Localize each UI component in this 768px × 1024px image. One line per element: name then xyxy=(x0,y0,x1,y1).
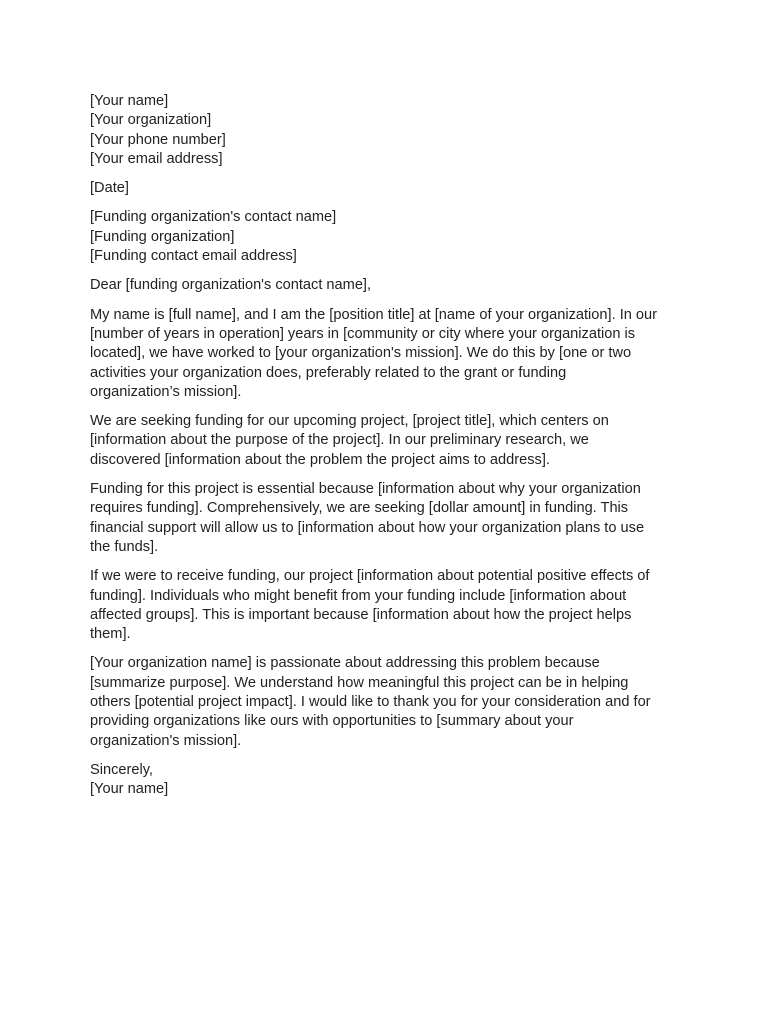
body-paragraph-1 xyxy=(90,306,678,402)
paragraph-line: [summarize purpose]. We understand how meaningful this project can be in helping xyxy=(90,674,629,691)
recipient-email: [Funding contact email address] xyxy=(90,248,297,265)
paragraph-line: organization’s mission]. xyxy=(90,383,242,400)
body-paragraph-5 xyxy=(90,654,678,750)
paragraph-line: discovered [information about the problem the project aims to address]. xyxy=(90,451,550,468)
sender-block xyxy=(90,92,678,169)
paragraph-line: them]. xyxy=(90,626,131,643)
body-paragraph-3 xyxy=(90,480,678,557)
paragraph-line: others [potential project impact]. I would like to thank you for your consideration and for xyxy=(90,694,651,711)
paragraph-line: funding]. Individuals who might benefit from your funding include [information about xyxy=(90,587,627,604)
paragraph-line: the funds]. xyxy=(90,538,159,555)
salutation-block xyxy=(90,276,678,295)
paragraph-line: If we were to receive funding, our project [information about potential positive effects of xyxy=(90,568,650,585)
paragraph-line: providing organizations like ours with opportunities to [summary about your xyxy=(90,713,574,730)
paragraph-line: financial support will allow us to [information about how your organization plans to use xyxy=(90,519,645,536)
valediction: Sincerely, xyxy=(90,761,153,778)
paragraph-line: Funding for this project is essential because [information about why your organization xyxy=(90,481,641,498)
paragraph-line: My name is [full name], and I am the [position title] at [name of your organization]. In our xyxy=(90,306,658,323)
recipient-block xyxy=(90,208,678,266)
paragraph-line: [Your organization name] is passionate about addressing this problem because xyxy=(90,655,600,672)
paragraph-line: affected groups]. This is important because [information about how the project helps xyxy=(90,606,632,623)
paragraph-line: activities your organization does, preferably related to the grant or funding xyxy=(90,364,567,381)
paragraph-line: [number of years in operation] years in [community or city where your organization is xyxy=(90,325,636,342)
letter-date: [Date] xyxy=(90,180,129,197)
paragraph-line: [information about the purpose of the project]. In our preliminary research, we xyxy=(90,432,589,449)
letter-page xyxy=(90,92,678,810)
sender-phone: [Your phone number] xyxy=(90,131,226,148)
sender-email: [Your email address] xyxy=(90,150,223,167)
signature-name: [Your name] xyxy=(90,781,169,798)
body-paragraph-4 xyxy=(90,567,678,644)
salutation: Dear [funding organization's contact name], xyxy=(90,277,372,294)
paragraph-line: located], we have worked to [your organization's mission]. We do this by [one or two xyxy=(90,345,632,362)
closing-block xyxy=(90,761,678,800)
sender-organization: [Your organization] xyxy=(90,112,212,129)
recipient-contact-name: [Funding organization's contact name] xyxy=(90,209,337,226)
paragraph-line: organization's mission]. xyxy=(90,732,242,749)
paragraph-line: We are seeking funding for our upcoming project, [project title], which centers on xyxy=(90,413,609,430)
date-block xyxy=(90,179,678,198)
sender-name: [Your name] xyxy=(90,93,169,109)
paragraph-line: requires funding]. Comprehensively, we are seeking [dollar amount] in funding. This xyxy=(90,500,629,517)
recipient-organization: [Funding organization] xyxy=(90,228,235,245)
body-paragraph-2 xyxy=(90,412,678,470)
